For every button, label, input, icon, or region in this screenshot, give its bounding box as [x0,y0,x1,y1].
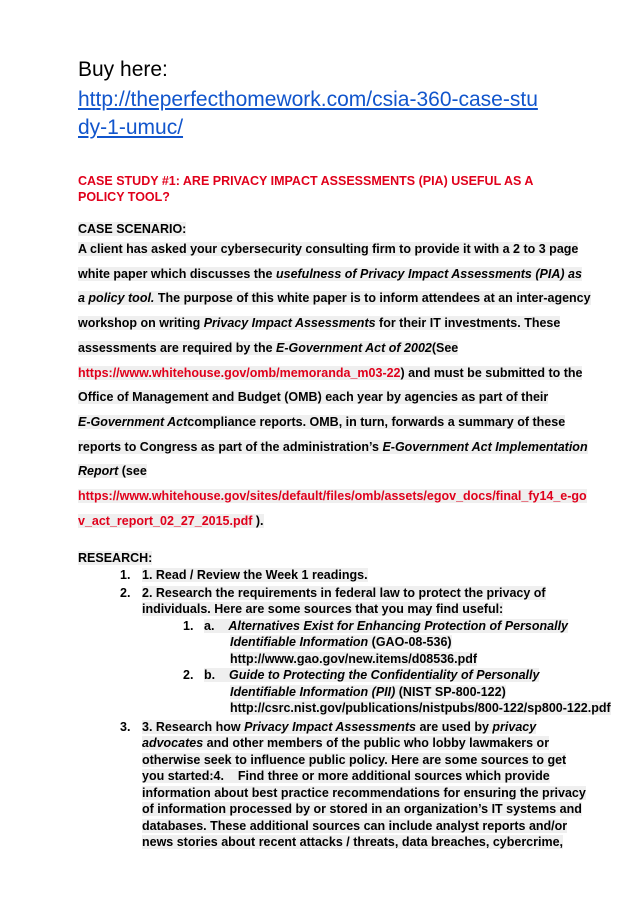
scenario-line: A client has asked your cybersecurity consulting firm to provide it with a 2 to 3 page [78,242,579,256]
source-url[interactable]: http://csrc.nist.gov/publications/nistpubs/800-122/sp800-122.pdf [230,701,611,716]
case-study-title: CASE STUDY #1: ARE PRIVACY IMPACT ASSESSMENTS (PIA) USEFUL AS A POLICY TOOL? [78,174,533,204]
list-item-text: individuals. Here are some sources that you may find useful: [142,602,504,617]
list-item-text: databases. These additional sources can include analyst reports and/or [142,818,568,833]
scenario-emphasis: Report [78,464,119,479]
list-number: 1. [120,568,131,583]
scenario-emphasis: a policy tool. [78,291,155,306]
scenario-emphasis: E-Government Act [78,414,188,429]
scenario-line: for their IT investments. These [375,316,561,331]
sub-item-letter: b. [204,668,216,683]
list-item-text: news stories about recent attacks / threats, data breaches, cybercrime, [142,835,564,850]
scenario-line: (see [118,464,147,479]
research-heading-text: RESEARCH: [78,551,153,566]
list-item [78,585,562,618]
list-number: 3. [120,719,131,734]
scenario-line: assessments are required by the [78,340,277,355]
scenario-line: Office of Management and Budget (OMB) each year by agencies as part of their [78,390,549,405]
scenario-heading-text: CASE SCENARIO: [78,222,187,236]
sub-list-item [78,667,611,717]
list-item-text: otherwise seek to influence public policy. Here are some sources to get [142,752,567,767]
sub-item-letter: a. [204,618,215,633]
source-title: Alternatives Exist for Enhancing Protection of Personally [228,618,569,633]
scenario-line: ). [252,513,264,528]
list-item-text: 1. Read / Review the Week 1 readings. [142,568,368,583]
buy-here-label: Buy here: [78,58,168,81]
scenario-line: ) and must be submitted to the [400,365,583,380]
scenario-line: white paper which discusses the [78,266,276,281]
document-page [78,56,611,851]
list-number: 2. [120,585,131,600]
list-item-emphasis: Privacy Impact Assessments [244,719,416,734]
list-item-emphasis: privacy [492,719,537,734]
sub-list-item [78,618,569,668]
egov-report-link[interactable]: v_act_report_02_27_2015.pdf [78,513,253,528]
source-url[interactable]: http://www.gao.gov/new.items/d08536.pdf [230,651,478,666]
list-item-text: 2. Research the requirements in federal law to protect the privacy of [142,585,546,600]
scenario-line: (See [431,340,459,355]
list-number: 2. [183,668,194,683]
scenario-emphasis: usefulness of Privacy Impact Assessments (PIA) as [275,266,582,281]
scenario-line: The purpose of this white paper is to inform attendees at an inter-agency [154,291,591,306]
list-number: 1. [183,618,194,633]
research-list [78,567,611,851]
scenario-line: reports to Congress as part of the administration’s [78,439,383,454]
source-id: (GAO-08-536) [368,635,452,650]
list-item [78,567,562,584]
source-title: Identifiable Information [230,635,369,650]
scenario-emphasis: E-Government Act Implementation [382,439,588,454]
scenario-paragraph [78,237,591,533]
scenario-emphasis: E-Government Act of 2002 [276,340,432,355]
research-heading [78,550,562,566]
source-title: Identifiable Information (PII) [230,684,396,699]
buy-link[interactable]: http://theperfecthomework.com/csia-360-case-study-1-umuc/ [78,88,538,139]
list-item-text: are used by [415,719,493,734]
scenario-line: workshop on writing [78,316,204,331]
list-item-text: information about best practice recommendations for ensuring the privacy [142,785,586,800]
list-item-text: you started:4. Find three or more additional sources which provide [142,769,550,784]
list-item-text: and other members of the public who lobby lawmakers or [203,736,550,751]
omb-memo-link[interactable]: https://www.whitehouse.gov/omb/memoranda_m03-22 [78,365,401,380]
scenario-emphasis: Privacy Impact Assessments [203,316,376,331]
list-item [78,719,586,851]
list-item-emphasis: advocates [142,736,204,751]
source-id: (NIST SP-800-122) [395,684,506,699]
scenario-heading [78,221,562,237]
egov-report-link[interactable]: https://www.whitehouse.gov/sites/default/files/omb/assets/egov_docs/final_fy14_e-go [78,489,587,504]
list-item-text: 3. Research how [142,719,245,734]
list-item-text: of information processed by or stored in an organization’s IT systems and [142,802,582,817]
scenario-line: compliance reports. OMB, in turn, forwards a summary of these [187,414,566,429]
source-title: Guide to Protecting the Confidentiality of Personally [229,668,540,683]
